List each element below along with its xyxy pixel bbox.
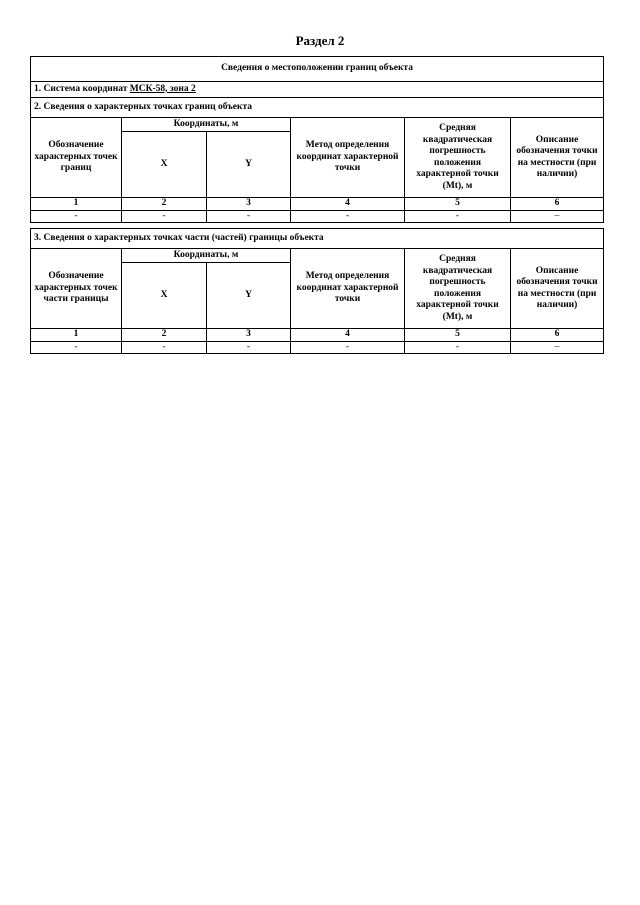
col-number: 3 (207, 329, 291, 342)
table-cell: - (122, 341, 207, 354)
col-designation: Обозначение характерных точек границ (31, 118, 122, 198)
col-number: 4 (291, 329, 405, 342)
table-row (31, 341, 604, 354)
col-x: X (122, 263, 207, 329)
table-cell: – (511, 210, 604, 223)
col-y: Y (207, 132, 291, 198)
col-number: 2 (122, 198, 207, 211)
col-error: Средняя квадратическая погрешность положения характерной точки (Mt), м (405, 249, 511, 329)
col-number: 4 (291, 198, 405, 211)
col-number: 5 (405, 329, 511, 342)
coord-system-row (31, 82, 604, 98)
col-number: 5 (405, 198, 511, 211)
col-number: 1 (31, 198, 122, 211)
col-number: 6 (511, 198, 604, 211)
col-x: X (122, 132, 207, 198)
table-row (31, 210, 604, 223)
part-boundary-points-table (30, 228, 604, 354)
table-cell: – (511, 341, 604, 354)
col-number: 3 (207, 198, 291, 211)
col-number: 2 (122, 329, 207, 342)
table-header: Сведения о местоположении границ объекта (31, 57, 604, 82)
col-method: Метод определения координат характерной точки (291, 249, 405, 329)
coord-system-label: 1. Система координат (34, 83, 130, 94)
section3-title: 3. Сведения о характерных точках части (частей) границы объекта (31, 229, 604, 249)
col-method: Метод определения координат характерной точки (291, 118, 405, 198)
col-y: Y (207, 263, 291, 329)
col-number: 6 (511, 329, 604, 342)
section2-title: 2. Сведения о характерных точках границ объекта (31, 98, 604, 118)
table-cell: - (207, 341, 291, 354)
col-designation: Обозначение характерных точек части границы (31, 249, 122, 329)
col-coordinates: Координаты, м (122, 249, 291, 263)
column-numbers-row (31, 329, 604, 342)
table-cell: - (291, 210, 405, 223)
table-cell: - (31, 210, 122, 223)
table-cell: - (405, 210, 511, 223)
col-description: Описание обозначения точки на местности (при наличии) (511, 118, 604, 198)
table-cell: - (207, 210, 291, 223)
table-cell: - (291, 341, 405, 354)
boundary-points-table (30, 56, 604, 223)
section-title: Раздел 2 (295, 33, 345, 48)
table-cell: - (122, 210, 207, 223)
table-cell: - (31, 341, 122, 354)
coord-system-value: МСК-58, зона 2 (129, 83, 196, 94)
col-coordinates: Координаты, м (122, 118, 291, 132)
col-error: Средняя квадратическая погрешность положения характерной точки (Mt), м (405, 118, 511, 198)
col-number: 1 (31, 329, 122, 342)
column-numbers-row (31, 198, 604, 211)
col-description: Описание обозначения точки на местности (при наличии) (511, 249, 604, 329)
table-cell: - (405, 341, 511, 354)
